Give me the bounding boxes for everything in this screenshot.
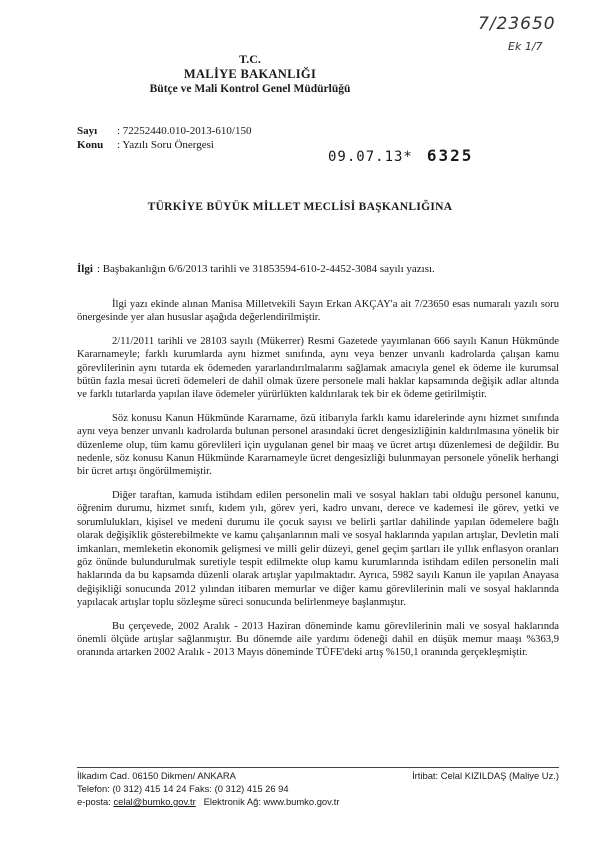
addressee: TÜRKİYE BÜYÜK MİLLET MECLİSİ BAŞKANLIĞINA bbox=[147, 201, 453, 213]
letter-body bbox=[77, 298, 559, 670]
konu-label: Konu bbox=[77, 139, 104, 151]
web-link[interactable]: www.bumko.gov.tr bbox=[263, 796, 340, 807]
email-link[interactable]: celal@bumko.gov.tr bbox=[113, 796, 196, 807]
stamp-number: 6325 bbox=[426, 146, 474, 165]
web-label: Elektronik Ağ: bbox=[203, 796, 261, 807]
paragraph: Bu çerçevede, 2002 Aralık - 2013 Haziran döneminde kamu görevlilerinin mali ve sosyal haklarında önemli ölçüde artışlar sağlanmıştır. Bu dönemde aile yardımı ödeneği dahil en düşük memur maaşı %363,9 oranında artarken 2002 Aralık - 2013 Mayıs döneminde TÜFE'deki artış %150,1 oranında gerçekleşmiştir. bbox=[77, 620, 559, 659]
document-meta bbox=[77, 124, 251, 152]
footer-row-online bbox=[77, 795, 559, 808]
letterhead-department: Bütçe ve Mali Kontrol Genel Müdürlüğü bbox=[149, 83, 351, 95]
registry-stamp bbox=[328, 146, 473, 165]
letterhead bbox=[0, 52, 500, 97]
paragraph: İlgi yazı ekinde alınan Manisa Milletvekili Sayın Erkan AKÇAY'a ait 7/23650 esas numaralı yazılı soru önergesinde yer alan hususlar aşağıda değerlendirilmiştir. bbox=[77, 299, 559, 324]
letterhead-ministry: MALİYE BAKANLIĞI bbox=[183, 67, 317, 81]
ilgi-label: İlgi bbox=[77, 263, 93, 275]
handwritten-annotation: Ek 1/7 bbox=[508, 40, 543, 53]
konu-value: : Yazılı Soru Önergesi bbox=[117, 139, 214, 151]
handwritten-reference: 7/23650 bbox=[478, 14, 556, 34]
stamp-date: 09.07.13* bbox=[328, 149, 413, 165]
ilgi-text: : Başbakanlığın 6/6/2013 tarihli ve 31853594-610-2-4452-3084 sayılı yazısı. bbox=[96, 263, 435, 275]
reference-line bbox=[77, 263, 435, 275]
sayi-label: Sayı bbox=[77, 125, 98, 137]
footer-address: İlkadım Cad. 06150 Dikmen/ ANKARA bbox=[77, 770, 236, 781]
sayi-row bbox=[77, 124, 251, 138]
footer-phone: Telefon: (0 312) 415 14 24 Faks: (0 312) 415 26 94 bbox=[77, 783, 289, 794]
footer-contact: İrtibat: Celal KIZILDAŞ (Maliye Uz.) bbox=[412, 770, 559, 781]
footer-row-address bbox=[77, 769, 559, 782]
email-label: e-posta: bbox=[77, 796, 111, 807]
sayi-value: : 72252440.010-2013-610/150 bbox=[117, 125, 252, 137]
paragraph: Söz konusu Kanun Hükmünde Kararname, özü itibarıyla farklı kamu idarelerinde aynı hizmet sınıfında aynı veya benzer unvanlı kadrolarda bulunan personel arasındaki ücret dengesizliğinin kaldırılmasına yönelik bir düzenleme olup, tüm kamu görevlileri için uygulanan genel bir maaş ve ücret artışı düzenlemesi de değildir. Bu nedenle, söz konusu Kanun Hükmünde Kararnameyle ücret dengesizliği bulunmayan personele yönelik herhangi bir ücret artışı öngörülmemiştir. bbox=[77, 412, 559, 478]
letterhead-tc: T.C. bbox=[239, 52, 261, 66]
konu-row bbox=[77, 138, 251, 152]
paragraph: Diğer taraftan, kamuda istihdam edilen personelin mali ve sosyal hakları tabi olduğu personel kanunu, öğrenim durumu, hizmet sınıfı, kıdem yılı, görev yeri, kadro unvanı, derece ve kademesi ile görev, yetki ve sorumlulukları, kişisel ve medeni durumu ile çocuk sayısı ve belirli şartlar dahilinde yapılan ödemelere bağlı olarak değişiklik gösterebilmekte ve kamu çalışanlarının mali ve sosyal haklarında yapılan artışlar, Devletin mali imkanları, memleketin ekonomik gelişmesi ve milli gelir düzeyi, genel geçim şartları ile yıllık enflasyon oranları göz önünde bulundurulmak suretiyle tespit edilmekte olup kamu kurumlarında istihdam edilen personelin mali haklarında da bu kapsamda düzenli olarak artışlar yapılmaktadır. Ayrıca, 5982 sayılı Kanun ile yapılan Anayasa değişikliği sonucunda 2012 yılından itibaren memurlar ve diğer kamu görevlilerinin mali ve sosyal haklarında yapılacak artışlar toplu sözleşme süreci sonucunda belirlenmeye başlanmıştır. bbox=[77, 489, 559, 609]
footer bbox=[77, 769, 559, 808]
footer-divider bbox=[77, 767, 559, 768]
paragraph: 2/11/2011 tarihli ve 28103 sayılı (Mükerrer) Resmi Gazetede yayımlanan 666 sayılı Kanun Hükmünde Kararnameyle; farklı kurumlarda aynı hizmet sınıfında, aynı veya benzer unvanlı kadrolarda çalışan kamu görevlilerinin aynı tutarda ek ödemeden yararlandırılmalarını sağlamak amacıyla genel ek ödeme ile kurumsal bütün fazla mesai ücreti ödemeleri de dahil olmak üzere personele mali haklar kapsamında değişik adlar altında ve farklı tutarlarda yapılan ilave ödemeler yürürlükten kaldırılarak tek bir ek ödeme getirilmiştir. bbox=[77, 335, 559, 401]
